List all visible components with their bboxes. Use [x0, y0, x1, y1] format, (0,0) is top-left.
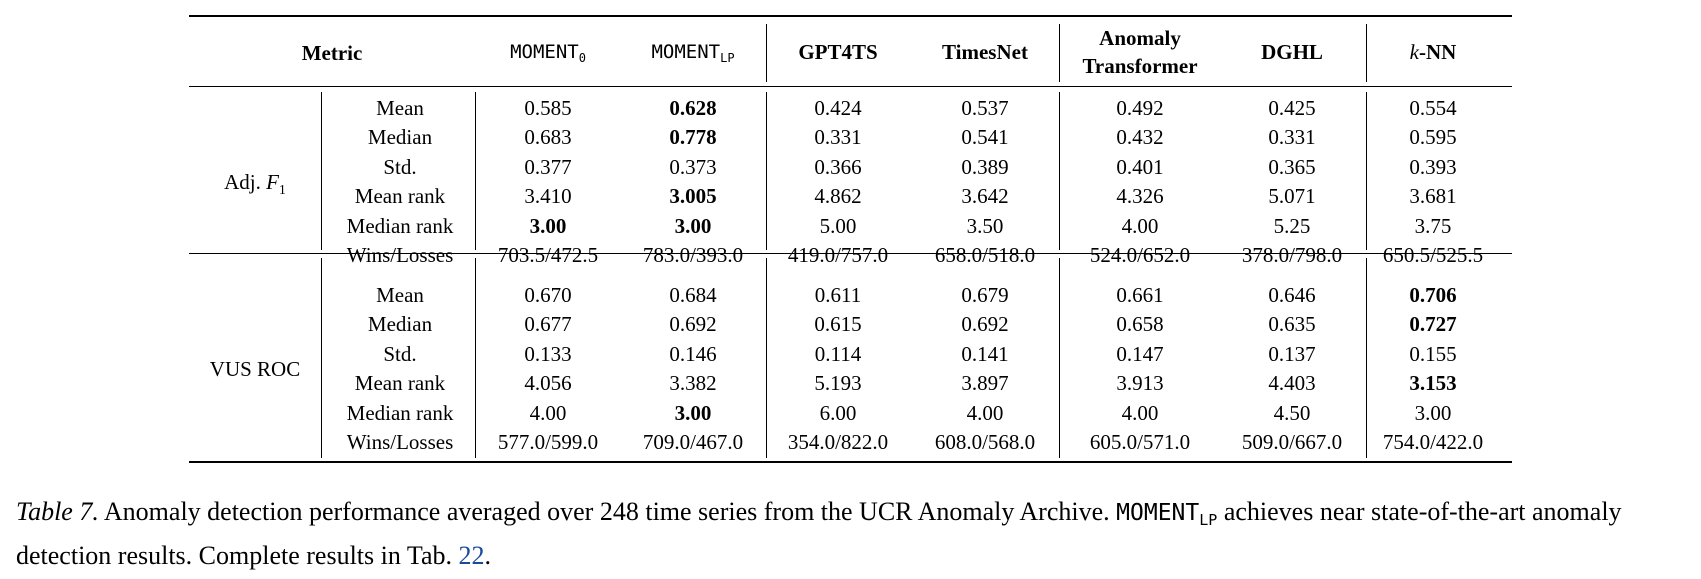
table-cell: 5.00 — [819, 213, 857, 238]
column-divider — [1059, 92, 1060, 250]
table-cell: 3.75 — [1414, 213, 1452, 238]
table-cell: 0.425 — [1268, 96, 1316, 120]
group-label: VUS ROC — [209, 356, 301, 381]
column-header — [510, 40, 586, 70]
table-cell: 0.147 — [1116, 341, 1164, 366]
table-cell: 4.00 — [966, 400, 1004, 425]
column-header-subscript: 0 — [578, 51, 586, 65]
table-cell: 0.706 — [1409, 283, 1457, 307]
table-cell: 0.393 — [1409, 154, 1457, 179]
caption-text-2: achieves near state-of-the-art anomaly detection results. Complete results in Tab. — [16, 497, 1622, 570]
table-cell: 3.005 — [669, 184, 717, 209]
table-cell: 3.897 — [961, 371, 1009, 396]
column-header-italic: k — [1409, 40, 1419, 64]
table-cell: 3.642 — [961, 184, 1009, 209]
row-metric-label: Mean — [376, 283, 424, 307]
table-cell: 0.366 — [814, 154, 862, 179]
table-cell: 4.50 — [1273, 400, 1311, 425]
column-divider — [475, 92, 476, 250]
table-cell: 3.681 — [1409, 184, 1457, 209]
column-header-rest: -NN — [1419, 40, 1457, 64]
column-header-base: MOMENT — [510, 41, 579, 63]
table-cell: 5.193 — [814, 371, 862, 396]
caption-text-3: . — [484, 541, 492, 570]
caption-model-sub: LP — [1199, 511, 1218, 529]
table-cell: 4.00 — [1121, 213, 1159, 238]
table-cell: 3.00 — [1414, 400, 1452, 425]
table-cell: 783.0/393.0 — [642, 243, 744, 267]
table-cell: 3.00 — [529, 213, 567, 238]
table-cell: 0.537 — [961, 96, 1009, 120]
table-reference-link[interactable]: 22 — [458, 541, 485, 570]
column-divider — [1059, 258, 1060, 458]
table-cell: 0.114 — [814, 341, 862, 366]
table-cell: 754.0/422.0 — [1382, 430, 1484, 454]
row-metric-label: Wins/Losses — [346, 430, 454, 454]
group-label-text: Adj. — [224, 169, 267, 194]
table-cell: 4.056 — [524, 371, 572, 396]
row-metric-label: Wins/Losses — [346, 243, 454, 267]
column-header — [651, 40, 734, 70]
table-cell: 0.331 — [814, 125, 862, 150]
table-cell: 0.377 — [524, 154, 572, 179]
table-cell: 0.492 — [1116, 96, 1164, 120]
header-rule — [189, 86, 1512, 87]
column-header: TimesNet — [942, 40, 1028, 64]
caption-text-1: Anomaly detection performance averaged over 248 time series from the UCR Anomaly Archive. — [98, 497, 1117, 526]
table-cell: 605.0/571.0 — [1089, 430, 1191, 454]
column-header: DGHL — [1261, 40, 1323, 64]
table-cell: 0.683 — [524, 125, 572, 150]
table-cell: 378.0/798.0 — [1241, 243, 1343, 267]
table-cell: 0.677 — [524, 312, 572, 337]
table-cell: 0.628 — [669, 96, 717, 120]
column-header-line2: Transformer — [1082, 54, 1198, 78]
table-cell: 0.670 — [524, 283, 572, 307]
table-cell: 509.0/667.0 — [1241, 430, 1343, 454]
table-cell: 5.071 — [1268, 184, 1316, 209]
table-cell: 4.00 — [529, 400, 567, 425]
table-cell: 0.658 — [1116, 312, 1164, 337]
table-cell: 0.141 — [961, 341, 1009, 366]
column-divider — [766, 258, 767, 458]
column-divider — [1366, 258, 1367, 458]
table-cell: 0.615 — [814, 312, 862, 337]
table-cell: 0.432 — [1116, 125, 1164, 150]
bottom-rule — [189, 461, 1512, 463]
column-header: GPT4TS — [798, 40, 878, 64]
row-metric-label: Median — [367, 125, 433, 150]
column-header-line1: Anomaly — [1099, 26, 1181, 50]
table-cell: 0.146 — [669, 341, 717, 366]
table-cell: 0.692 — [669, 312, 717, 337]
table-cell: 650.5/525.5 — [1382, 243, 1484, 267]
group-label — [224, 170, 286, 203]
table-cell: 0.661 — [1116, 283, 1164, 307]
row-metric-label: Median rank — [346, 400, 454, 425]
column-divider — [766, 92, 767, 250]
table-cell: 709.0/467.0 — [642, 430, 744, 454]
table-cell: 0.389 — [961, 154, 1009, 179]
row-metric-label: Mean rank — [354, 371, 446, 396]
table-cell: 0.611 — [814, 283, 862, 307]
top-rule — [189, 15, 1512, 17]
column-divider — [321, 258, 322, 458]
column-divider — [321, 92, 322, 250]
table-cell: 3.00 — [674, 213, 712, 238]
table-cell: 5.25 — [1273, 213, 1311, 238]
table-cell: 0.692 — [961, 312, 1009, 337]
table-cell: 0.646 — [1268, 283, 1316, 307]
metric-column-header: Metric — [301, 41, 363, 65]
table-cell: 3.50 — [966, 213, 1004, 238]
table-cell: 0.365 — [1268, 154, 1316, 179]
table-cell: 0.424 — [814, 96, 862, 120]
table-cell: 0.727 — [1409, 312, 1457, 337]
table-cell: 4.403 — [1268, 371, 1316, 396]
row-metric-label: Median rank — [346, 213, 454, 238]
table-cell: 0.778 — [669, 125, 717, 150]
table-cell: 577.0/599.0 — [497, 430, 599, 454]
row-metric-label: Mean — [376, 96, 424, 120]
column-divider — [766, 24, 767, 82]
group-label-math: F — [266, 169, 279, 194]
table-cell: 0.401 — [1116, 154, 1164, 179]
row-metric-label: Mean rank — [354, 184, 446, 209]
column-header-subscript: LP — [720, 51, 735, 65]
table-cell: 4.00 — [1121, 400, 1159, 425]
table-cell: 524.0/652.0 — [1089, 243, 1191, 267]
caption-model-base: MOMENT — [1116, 500, 1200, 526]
table-cell: 419.0/757.0 — [787, 243, 889, 267]
group-label-subscript: 1 — [278, 182, 286, 198]
table-cell: 0.595 — [1409, 125, 1457, 150]
table-cell: 0.679 — [961, 283, 1009, 307]
table-cell: 4.862 — [814, 184, 862, 209]
table-cell: 0.137 — [1268, 341, 1316, 366]
table-cell: 0.684 — [669, 283, 717, 307]
table-cell: 0.541 — [961, 125, 1009, 150]
table-cell: 703.5/472.5 — [497, 243, 599, 267]
caption-label: Table 7. — [16, 497, 99, 526]
table-cell: 608.0/568.0 — [934, 430, 1036, 454]
column-divider — [475, 258, 476, 458]
column-header — [1410, 40, 1457, 64]
table-cell: 0.155 — [1409, 341, 1457, 366]
caption-model-name — [1116, 500, 1218, 529]
table-cell: 0.635 — [1268, 312, 1316, 337]
table-cell: 0.373 — [669, 154, 717, 179]
row-metric-label: Std. — [383, 341, 417, 366]
column-divider — [1366, 92, 1367, 250]
table-cell: 0.585 — [524, 96, 572, 120]
table-cell: 6.00 — [819, 400, 857, 425]
row-metric-label: Std. — [383, 154, 417, 179]
table-cell: 3.913 — [1116, 371, 1164, 396]
table-cell: 0.133 — [524, 341, 572, 366]
table-cell: 3.153 — [1409, 371, 1457, 396]
column-header-base: MOMENT — [651, 41, 721, 63]
row-metric-label: Median — [367, 312, 433, 337]
table-cell: 0.331 — [1268, 125, 1316, 150]
table-cell: 3.00 — [674, 400, 712, 425]
table-cell: 658.0/518.0 — [934, 243, 1036, 267]
table-cell: 4.326 — [1116, 184, 1164, 209]
table-cell: 3.382 — [669, 371, 717, 396]
column-divider — [1059, 24, 1060, 82]
table-cell: 354.0/822.0 — [787, 430, 889, 454]
table-cell: 3.410 — [524, 184, 572, 209]
column-divider — [1366, 24, 1367, 82]
table-caption — [16, 494, 1696, 574]
table-cell: 0.554 — [1409, 96, 1457, 120]
